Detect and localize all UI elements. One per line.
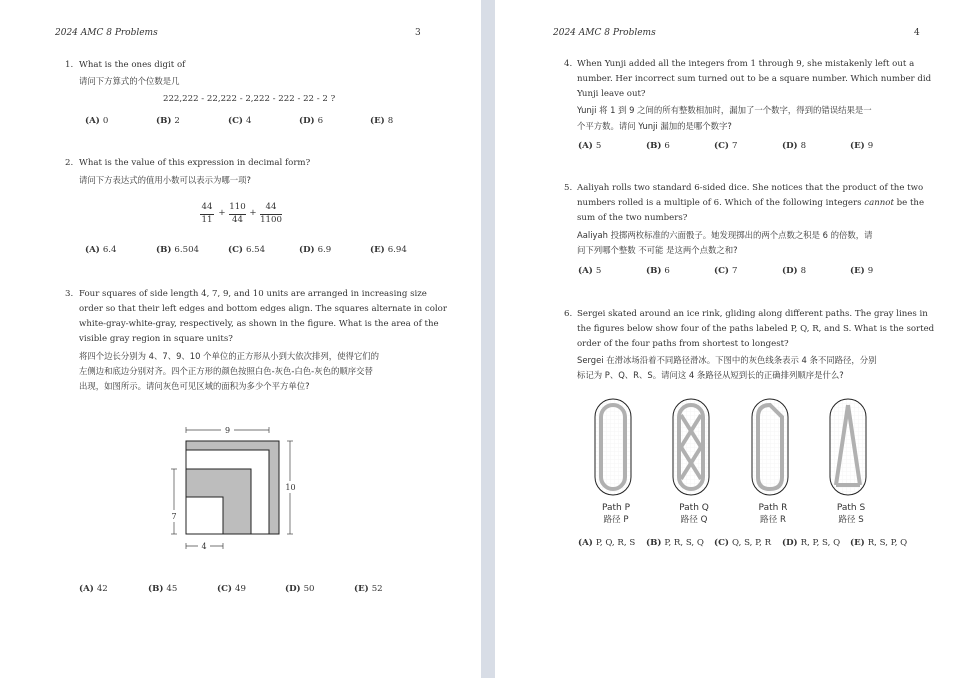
question-text-zh-line: Yunji 将 1 到 9 之间的所有整数相加时，漏加了一个数字，得到的错误结果是一 <box>577 105 872 115</box>
path-label-p: Path P 路径 P <box>601 503 631 525</box>
question-text-zh-line: Aaliyah 投掷两枚标准的六面骰子。她发现掷出的两个点数之积是 6 的倍数，请 <box>577 230 873 240</box>
choice-d: (D) 6.9 <box>299 245 332 255</box>
label-top: 9 <box>224 426 231 435</box>
page-header: 2024 AMC 8 Problems <box>55 28 158 38</box>
fraction-expression <box>200 202 290 226</box>
question-number: 3. <box>65 289 74 299</box>
numerator: 44 <box>265 202 277 212</box>
emphasis-text: cannot <box>864 198 894 208</box>
left-page <box>0 0 481 678</box>
square-4 <box>186 497 223 534</box>
choice-a: (A) 42 <box>79 584 108 594</box>
question-text-line: Yunji leave out? <box>577 89 646 99</box>
question-text-line: visible gray region in square units? <box>79 334 233 344</box>
rink-path-r <box>752 399 788 495</box>
choice-b: (B) 45 <box>148 584 178 594</box>
choice-e: (E) 6.94 <box>370 245 407 255</box>
label-bottom: 4 <box>201 542 207 551</box>
choice-e: (E) 52 <box>354 584 383 594</box>
question-text-line: numbers rolled is a multiple of 6. Which of the following integers cannot be the <box>577 198 925 208</box>
choice-e: (E) 9 <box>850 266 874 276</box>
question-number: 5. <box>564 183 573 193</box>
plus-sign: + <box>249 208 257 218</box>
question-text-zh: 请问下方表达式的值用小数可以表示为哪一项? <box>79 175 251 185</box>
choice-b: (B) 6.504 <box>156 245 200 255</box>
choice-a: (A) 5 <box>578 141 602 151</box>
question-text-zh-line: 个平方数。请问 Yunji 漏加的是哪个数字? <box>577 121 732 131</box>
question-text-zh-line: 问下列哪个整数 不可能 是这两个点数之和? <box>577 245 738 255</box>
denominator: 44 <box>232 215 243 225</box>
page-number: 4 <box>914 28 920 38</box>
rink-path-p <box>595 399 631 495</box>
choice-e: (E) 9 <box>850 141 874 151</box>
question-text-line: the figures below show four of the paths labeled P, Q, R, and S. What is the sorted <box>577 324 935 334</box>
choice-d: (D) 50 <box>285 584 315 594</box>
page-number: 3 <box>415 28 421 38</box>
choice-c: (C) 7 <box>714 266 738 276</box>
path-label-r: Path R 路径 R <box>758 503 788 525</box>
question-text-line: sum of the two numbers? <box>577 213 688 223</box>
choice-b: (B) 2 <box>156 116 180 126</box>
choice-e: (E) 8 <box>370 116 394 126</box>
numerator: 44 <box>201 202 213 212</box>
rink-path-s <box>830 399 866 495</box>
question-text-line: white-gray-white-gray, respectively, as shown in the figure. What is the area of the <box>79 319 439 329</box>
question-number: 1. <box>65 60 74 70</box>
choice-d: (D) R, P, S, Q <box>782 538 841 548</box>
question-text-line: Four squares of side length 4, 7, 9, and 10 units are arranged in increasing size <box>79 289 427 299</box>
question-number: 4. <box>564 59 573 69</box>
choice-e: (E) R, S, P, Q <box>850 538 908 548</box>
question-text-line: When Yunji added all the integers from 1 through 9, she mistakenly left out a <box>577 59 915 69</box>
plus-sign: + <box>218 208 226 218</box>
label-right: 10 <box>285 483 296 492</box>
numerator: 110 <box>229 202 246 212</box>
question-text-line: Sergei skated around an ice rink, gliding along different paths. The gray lines in <box>577 309 928 319</box>
question-text-line: number. Her incorrect sum turned out to be a square number. Which number did <box>577 74 932 84</box>
page-header: 2024 AMC 8 Problems <box>553 28 656 38</box>
page-gutter <box>481 0 495 678</box>
question-text-zh-line: 标记为 P、Q、R、S。请问这 4 条路径从短到长的正确排列顺序是什么? <box>577 370 844 380</box>
question-number: 6. <box>564 309 573 319</box>
question-text: What is the value of this expression in decimal form? <box>79 158 311 168</box>
choice-a: (A) 5 <box>578 266 602 276</box>
question-text-zh-line: 将四个边长分别为 4、7、9、10 个单位的正方形从小到大依次排列，使得它们的 <box>79 351 379 361</box>
choice-b: (B) 6 <box>646 266 670 276</box>
choice-c: (C) 7 <box>714 141 738 151</box>
question-text-zh: 请问下方算式的个位数是几 <box>79 76 180 86</box>
denominator: 11 <box>201 215 213 225</box>
paths-figure <box>590 395 890 500</box>
choice-d: (D) 6 <box>299 116 324 126</box>
choice-b: (B) 6 <box>646 141 670 151</box>
question-text-zh-line: 出现，如图所示。请问灰色可见区域的面积为多少个平方单位? <box>79 381 310 391</box>
choice-d: (D) 8 <box>782 266 807 276</box>
question-text-zh-line: 左侧边和底边分别对齐。四个正方形的颜色按照白色-灰色-白色-灰色的顺序交替 <box>79 366 373 376</box>
choice-a: (A) P, Q, R, S <box>578 538 636 548</box>
denominator: 1100 <box>260 215 282 225</box>
choice-d: (D) 8 <box>782 141 807 151</box>
path-label-q: Path Q 路径 Q <box>679 503 709 525</box>
choice-b: (B) P, R, S, Q <box>646 538 704 548</box>
question-text-line: Aaliyah rolls two standard 6-sided dice. She notices that the product of the two <box>577 183 924 193</box>
choice-c: (C) 49 <box>217 584 246 594</box>
rink-path-q <box>673 399 709 495</box>
choice-c: (C) Q, S, P, R <box>714 538 772 548</box>
choice-c: (C) 4 <box>228 116 252 126</box>
choice-c: (C) 6.54 <box>228 245 266 255</box>
question-text: What is the ones digit of <box>79 60 186 70</box>
math-expression: 222,222 - 22,222 - 2,222 - 222 - 22 - 2 ? <box>163 94 336 104</box>
question-text-line: order so that their left edges and bottom edges align. The squares alternate in color <box>79 304 447 314</box>
question-text-zh-line: Sergei 在滑冰场沿着不同路径滑冰。下图中的灰色线条表示 4 条不同路径，分别 <box>577 355 877 365</box>
squares-figure <box>160 420 310 560</box>
choice-a: (A) 0 <box>85 116 109 126</box>
question-number: 2. <box>65 158 74 168</box>
question-text-line: order of the four paths from shortest to longest? <box>577 339 789 349</box>
right-page <box>495 0 975 678</box>
choice-a: (A) 6.4 <box>85 245 117 255</box>
path-label-s: Path S 路径 S <box>836 503 866 525</box>
label-left: 7 <box>171 512 177 521</box>
